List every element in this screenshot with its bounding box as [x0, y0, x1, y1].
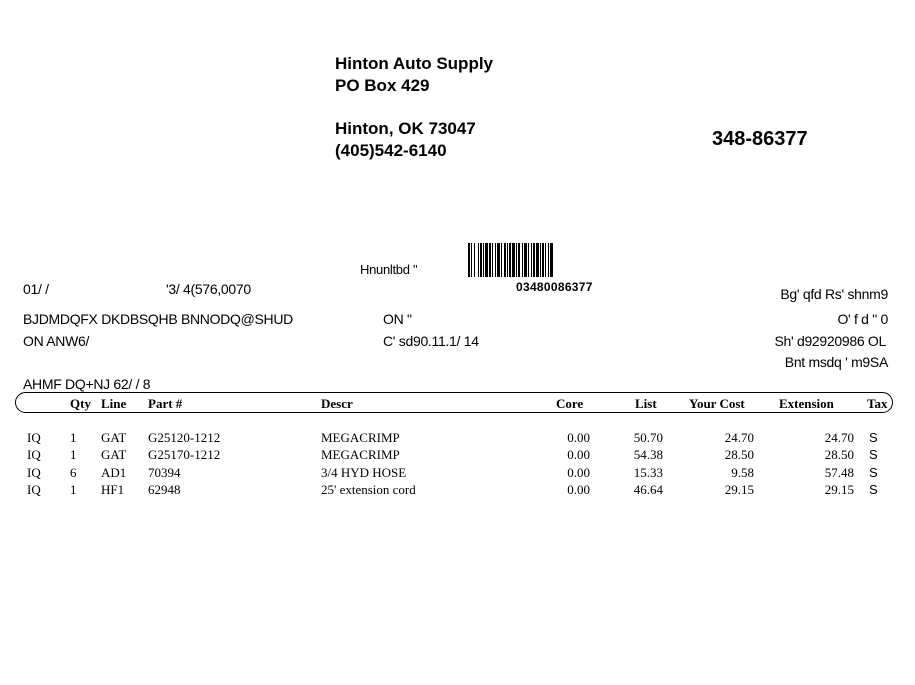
barcode-bar	[471, 243, 472, 277]
cell-cost: 9.58	[731, 464, 754, 480]
cell-extension: 28.50	[824, 447, 854, 463]
barcode-bar	[550, 243, 553, 277]
document-number: 348-86377	[712, 128, 808, 150]
cell-descr: 25' extension cord	[321, 481, 416, 497]
cell-line: GAT	[101, 430, 127, 445]
header-qty: Qty	[70, 396, 91, 411]
cell-part: G25120-1212	[148, 430, 221, 445]
barcode-bar	[485, 243, 488, 277]
info-right-top: Bg' qfd Rs' shnm9	[780, 286, 888, 302]
info-left-mid1: BJDMDQFX DKDBSQHB BNNODQ@SHUD	[23, 311, 293, 327]
cell-line: HF1	[101, 481, 125, 497]
table-header-bar	[15, 392, 893, 413]
barcode-bar	[468, 243, 470, 277]
cell-extension: 24.70	[824, 430, 854, 445]
barcode-bar	[522, 243, 523, 277]
cell-cost: 28.50	[724, 447, 754, 463]
barcode-bar	[504, 243, 506, 277]
barcode-bar	[501, 243, 502, 277]
cell-core: 0.00	[567, 464, 590, 480]
info-left-mid2: ON ANW6/	[23, 333, 90, 349]
barcode-bar	[478, 243, 479, 277]
barcode-label: Hnunltbd "	[360, 262, 418, 277]
info-center-mid2: C' sd90.11.1/ 14	[383, 333, 479, 349]
cell-list: 54.38	[633, 447, 663, 463]
cell-qty: 1	[70, 481, 77, 497]
cell-line: AD1	[101, 464, 127, 480]
header-list: List	[635, 396, 657, 411]
header-extension: Extension	[779, 396, 834, 411]
company-phone: (405)542-6140	[335, 141, 447, 160]
cell-core: 0.00	[567, 447, 590, 463]
barcode-bar	[528, 243, 529, 277]
cell-code: IQ	[27, 481, 41, 497]
header-descr: Descr	[321, 396, 353, 411]
cell-qty: 1	[70, 430, 77, 445]
barcode-bar	[509, 243, 511, 277]
cell-tax: S	[869, 430, 878, 445]
cell-code: IQ	[27, 430, 41, 445]
info-bottom-left: AHMF DQ+NJ 62/ / 8	[23, 376, 151, 392]
barcode-bar	[540, 243, 541, 277]
cell-part: 70394	[148, 464, 181, 480]
cell-descr: 3/4 HYD HOSE	[321, 464, 407, 480]
cell-list: 46.64	[633, 481, 663, 497]
cell-extension: 57.48	[824, 464, 854, 480]
barcode-bar	[548, 243, 549, 277]
barcode-bar	[536, 243, 539, 277]
cell-tax: S	[869, 447, 878, 463]
barcode	[468, 243, 648, 277]
cell-list: 50.70	[633, 430, 663, 445]
header-tax: Tax	[867, 396, 888, 411]
cell-code: IQ	[27, 464, 41, 480]
header-line: Line	[101, 396, 127, 411]
info-center-top: '3/ 4(576,0070	[166, 281, 251, 297]
barcode-number: 03480086377	[516, 280, 593, 294]
barcode-bar	[533, 243, 535, 277]
barcode-bar	[495, 243, 496, 277]
cell-cost: 24.70	[724, 430, 754, 445]
barcode-bar	[531, 243, 532, 277]
barcode-bar	[516, 243, 517, 277]
barcode-bar	[489, 243, 491, 277]
header-core: Core	[556, 396, 584, 411]
info-right-mid3: Bnt msdq ' m9SA	[784, 354, 888, 370]
cell-part: G25170-1212	[148, 447, 221, 463]
barcode-bar	[542, 243, 544, 277]
cell-descr: MEGACRIMP	[321, 447, 400, 463]
cell-tax: S	[869, 481, 878, 497]
company-po-box: PO Box 429	[335, 76, 430, 95]
cell-tax: S	[869, 464, 878, 480]
cell-cost: 29.15	[724, 481, 754, 497]
info-center-mid1: ON "	[383, 311, 412, 327]
cell-core: 0.00	[567, 430, 590, 445]
cell-descr: MEGACRIMP	[321, 430, 400, 445]
cell-extension: 29.15	[824, 481, 854, 497]
info-right-mid1: O' f d " 0	[837, 311, 888, 327]
cell-qty: 6	[70, 464, 77, 480]
barcode-bar	[518, 243, 520, 277]
barcode-bar	[524, 243, 527, 277]
company-name: Hinton Auto Supply	[335, 54, 494, 73]
barcode-bar	[507, 243, 508, 277]
barcode-bar	[545, 243, 546, 277]
barcode-bar	[512, 243, 515, 277]
barcode-bar	[480, 243, 482, 277]
cell-line: GAT	[101, 447, 127, 463]
cell-list: 15.33	[633, 464, 663, 480]
barcode-bar	[483, 243, 484, 277]
info-right-mid2: Sh' d92920986 OL	[774, 333, 886, 349]
header-your-cost: Your Cost	[689, 396, 745, 411]
cell-code: IQ	[27, 447, 41, 463]
cell-core: 0.00	[567, 481, 590, 497]
cell-part: 62948	[148, 481, 181, 497]
barcode-bar	[492, 243, 493, 277]
cell-qty: 1	[70, 447, 77, 463]
barcode-bar	[497, 243, 500, 277]
info-left-top: 01/ /	[23, 281, 49, 297]
barcode-bar	[474, 243, 475, 277]
company-city-state-zip: Hinton, OK 73047	[335, 119, 476, 138]
header-part: Part #	[148, 396, 183, 411]
